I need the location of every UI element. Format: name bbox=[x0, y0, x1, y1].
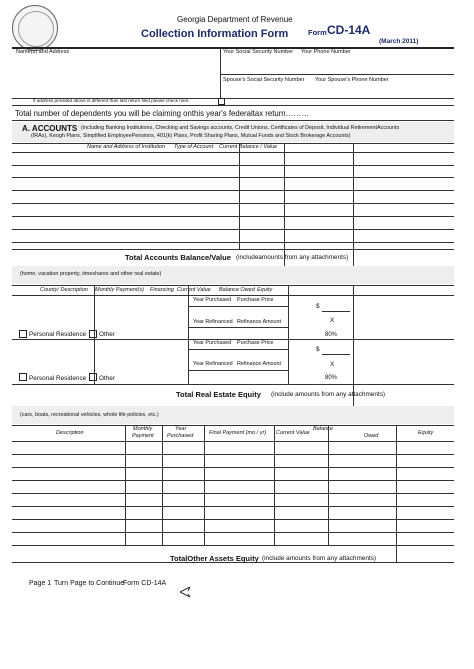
account-row[interactable] bbox=[13, 191, 453, 203]
oa-col-payment: Payment bbox=[132, 433, 154, 439]
re-col-monthly: Monthly Payment(s) bbox=[95, 287, 144, 293]
re-col-equity: Equity bbox=[257, 287, 273, 293]
spouse-ssn-label: Spouse's Social Security Number bbox=[223, 77, 305, 83]
oa-col-current-value: Current Value bbox=[276, 430, 310, 436]
ssn-field[interactable] bbox=[222, 57, 298, 72]
names-address-field[interactable] bbox=[14, 57, 218, 93]
other-assets-total-note: (include amounts from any attachments) bbox=[262, 555, 377, 562]
continue-note: Turn Page to Continue bbox=[54, 580, 125, 587]
accounts-col-type: Type of Account bbox=[174, 144, 214, 150]
refinance-amount-label: Refinance Amount bbox=[237, 361, 282, 367]
real-estate-total-label: Total Real Estate Equity bbox=[176, 390, 261, 399]
spouse-phone-label: Your Spouse's Phone Number bbox=[315, 77, 389, 83]
accounts-total-note: (includeamounts from any attachments) bbox=[236, 254, 349, 261]
form-id: CD-14A bbox=[327, 23, 371, 37]
oa-col-owed: Owed bbox=[364, 433, 379, 439]
purchase-price-label: Purchase Price bbox=[237, 297, 274, 303]
ssn-label: Your Social Security Number bbox=[223, 49, 294, 55]
oa-col-final-payment: Final Payment (mo / yr) bbox=[209, 430, 267, 436]
personal-residence-label: Personal Residence bbox=[29, 331, 87, 338]
other-assets-description: (cars, boats, recreational vehicles, whole life policies, etc.) bbox=[20, 412, 159, 418]
account-row[interactable] bbox=[13, 178, 453, 190]
account-row[interactable] bbox=[13, 204, 453, 216]
accounts-total-field[interactable] bbox=[286, 251, 352, 265]
form-prefix: Form bbox=[308, 28, 327, 37]
real-estate-description: (home, vacation property, timeshares and other real estate) bbox=[20, 271, 162, 277]
phone-label: Your Phone Number bbox=[301, 49, 351, 55]
account-row[interactable] bbox=[13, 230, 453, 242]
personal-residence-checkbox[interactable] bbox=[19, 330, 27, 338]
re-col-balance: Balance Owed bbox=[219, 287, 255, 293]
other-asset-row[interactable] bbox=[13, 507, 453, 519]
personal-residence-label: Personal Residence bbox=[29, 375, 87, 382]
re-col-county: County/ Description bbox=[40, 287, 88, 293]
oa-col-equity: Equity bbox=[418, 430, 434, 436]
agency-name: Georgia Department of Revenue bbox=[177, 15, 293, 24]
refinance-amount-label: Refinance Amount bbox=[237, 319, 282, 325]
accounts-col-balance: Current Balance / Value bbox=[219, 144, 278, 150]
re-col-current: Current Value bbox=[177, 287, 211, 293]
accounts-heading: A. ACCOUNTS bbox=[22, 124, 78, 133]
other-assets-total-label: TotalOther Assets Equity bbox=[170, 554, 259, 563]
oa-col-monthly: Monthly bbox=[133, 426, 153, 432]
page-number: Page 1 bbox=[29, 580, 52, 587]
phone-field[interactable] bbox=[300, 57, 450, 72]
dollar-sign: $ bbox=[316, 303, 320, 310]
other-assets-total-field[interactable] bbox=[398, 547, 453, 561]
account-row[interactable] bbox=[13, 166, 453, 177]
equity-percent: 80% bbox=[325, 332, 338, 338]
other-asset-row[interactable] bbox=[13, 533, 453, 545]
personal-residence-checkbox[interactable] bbox=[19, 373, 27, 381]
other-asset-row[interactable] bbox=[13, 494, 453, 506]
year-purchased-label: Year Purchased bbox=[193, 297, 232, 303]
year-purchased-label: Year Purchased bbox=[193, 340, 232, 346]
other-asset-row[interactable] bbox=[13, 455, 453, 467]
real-estate-total-note: (include amounts from any attachments) bbox=[271, 391, 386, 398]
georgia-seal-icon bbox=[12, 5, 58, 51]
oa-col-year: Year bbox=[175, 426, 187, 432]
year-refinanced-label: Year Refinanced bbox=[193, 361, 233, 367]
equity-percent: 80% bbox=[325, 375, 338, 381]
other-asset-row[interactable] bbox=[13, 442, 453, 454]
real-estate-total-field[interactable] bbox=[355, 386, 453, 404]
other-property-label: Other bbox=[99, 375, 115, 382]
other-property-checkbox[interactable] bbox=[89, 373, 97, 381]
re-col-financing: Financing bbox=[150, 287, 174, 293]
dependents-question: Total number of dependents you will be claiming onthis year's federaltax return……… bbox=[15, 109, 310, 118]
other-asset-row[interactable] bbox=[13, 468, 453, 480]
spouse-ssn-field[interactable] bbox=[222, 85, 312, 97]
other-asset-row[interactable] bbox=[13, 520, 453, 532]
multiply-sign: X bbox=[330, 361, 335, 368]
purchase-price-label: Purchase Price bbox=[237, 340, 274, 346]
accounts-description-line2: (IRAs), Keogh Plans, Simplified EmployeePensions, 401(k) Plans, Profit Sharing Plans, Mutual Funds and Stock Brokerage Accounts) bbox=[31, 133, 351, 139]
oa-col-balance: Balance bbox=[313, 426, 333, 432]
dollar-sign: $ bbox=[316, 346, 320, 353]
accounts-description-line1: (including Banking Institutions, Checking and Savings accounts, Credit Unions, Certificates of Deposit, Individual RetirementAccounts bbox=[81, 125, 400, 131]
year-refinanced-label: Year Refinanced bbox=[193, 319, 233, 325]
form-title: Collection Information Form bbox=[141, 28, 289, 40]
oa-col-description: Description bbox=[56, 430, 84, 436]
oa-col-purchased: Purchased bbox=[167, 433, 194, 439]
other-asset-row[interactable] bbox=[13, 481, 453, 493]
other-property-label: Other bbox=[99, 331, 115, 338]
accounts-total-label: Total Accounts Balance/Value bbox=[125, 253, 231, 262]
turn-page-arrow-icon bbox=[176, 583, 200, 601]
accounts-col-institution: Name and Address of Institution bbox=[87, 144, 166, 150]
footer-form-id: Form CD-14A bbox=[123, 580, 167, 587]
address-change-checkbox[interactable] bbox=[218, 98, 225, 105]
account-row[interactable] bbox=[13, 153, 453, 165]
form-date: (March 2011) bbox=[379, 38, 419, 45]
account-row[interactable] bbox=[13, 217, 453, 229]
multiply-sign: X bbox=[330, 317, 335, 324]
spouse-phone-field[interactable] bbox=[314, 85, 450, 97]
address-change-note: If address provided above is different than last return filed please check here. bbox=[33, 98, 190, 103]
other-property-checkbox[interactable] bbox=[89, 330, 97, 338]
names-address-label: Name(s) and Address bbox=[16, 49, 70, 55]
